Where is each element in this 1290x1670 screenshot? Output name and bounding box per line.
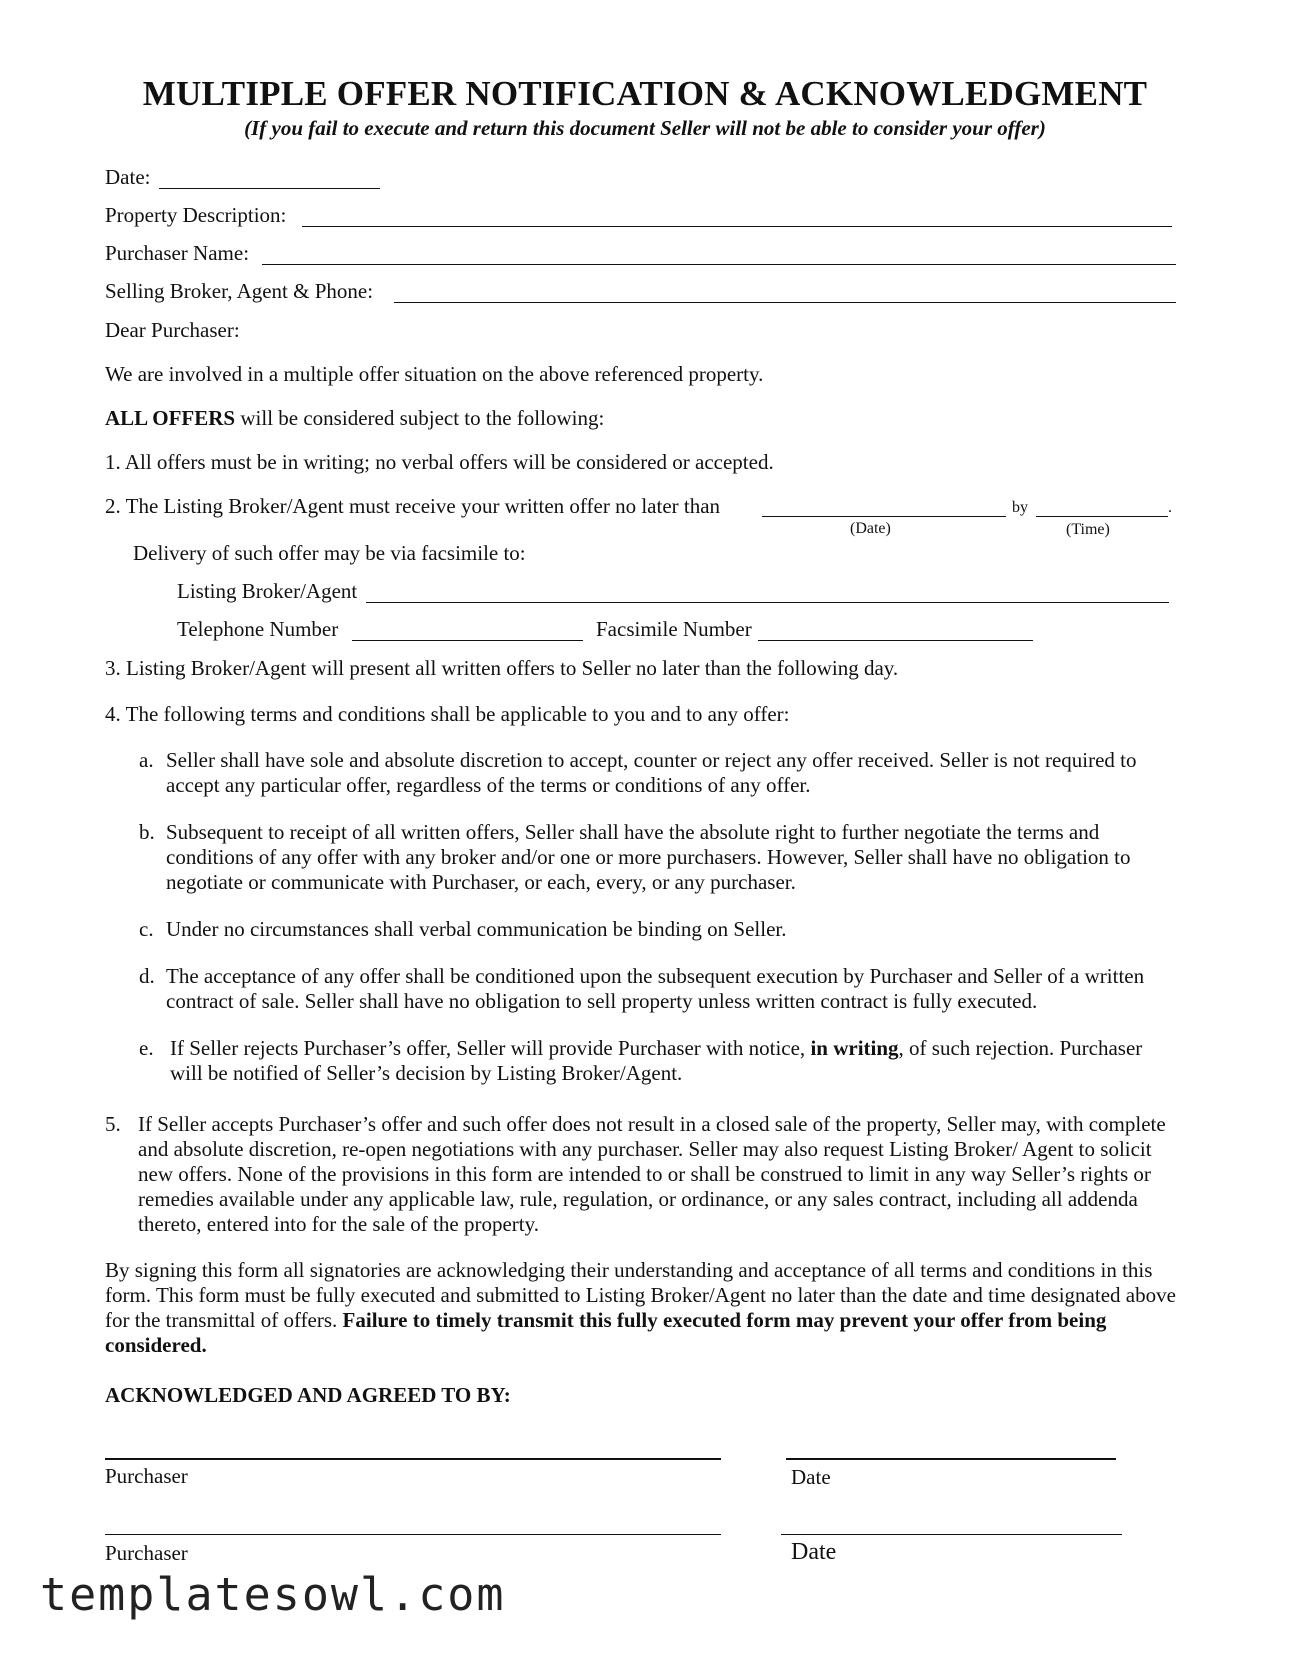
date-caption: (Date) <box>850 520 891 537</box>
listing-broker-field-line[interactable] <box>366 602 1169 603</box>
item-5-label: 5. <box>105 1112 121 1136</box>
acknowledged-heading: ACKNOWLEDGED AND AGREED TO BY: <box>105 1383 511 1407</box>
document-subtitle: (If you fail to execute and return this document Seller will not be able to consider your offer) <box>244 116 1046 140</box>
all-offers-rest: will be considered subject to the following: <box>235 406 605 430</box>
date-field-line[interactable] <box>159 188 380 189</box>
date-2-signature-line[interactable] <box>781 1534 1122 1535</box>
item-4e-label: e. <box>139 1036 154 1060</box>
watermark-text: templatesowl.com <box>40 1568 506 1621</box>
period-mark: . <box>1168 499 1172 516</box>
facsimile-field-line[interactable] <box>758 640 1033 641</box>
selling-broker-label: Selling Broker, Agent & Phone: <box>105 279 374 303</box>
item-4c-text: Under no circumstances shall verbal communication be binding on Seller. <box>166 917 787 941</box>
item-4e-text <box>170 1036 1170 1086</box>
item-4d-label: d. <box>139 964 155 988</box>
telephone-label: Telephone Number <box>177 617 339 641</box>
salutation: Dear Purchaser: <box>105 318 240 342</box>
item-4e-bold: in writing <box>810 1036 899 1060</box>
item-4c-label: c. <box>139 917 154 941</box>
date-2-label: Date <box>791 1539 837 1565</box>
purchaser-1-label: Purchaser <box>105 1464 188 1488</box>
item-1-text: 1. All offers must be in writing; no verbal offers will be considered or accepted. <box>105 450 774 474</box>
date-1-signature-line[interactable] <box>786 1458 1116 1460</box>
item-4d-text: The acceptance of any offer shall be conditioned upon the subsequent execution by Purchaser and Seller of a written contract of sale. Seller shall have no obligation to sell property unless written contract is fully executed. <box>166 964 1145 1013</box>
item-4e-text-2: , of such rejection. Purchaser will be notified of Seller’s decision by Listing Broker/Agent. <box>170 1036 1143 1085</box>
delivery-text: Delivery of such offer may be via facsimile to: <box>133 541 526 565</box>
offer-date-field-line[interactable] <box>762 516 1006 517</box>
item-3-text: 3. Listing Broker/Agent will present all written offers to Seller no later than the following day. <box>105 656 899 680</box>
item-4-text: 4. The following terms and conditions shall be applicable to you and to any offer: <box>105 702 790 726</box>
purchaser-2-label: Purchaser <box>105 1541 188 1565</box>
item-4b-label: b. <box>139 820 155 844</box>
purchaser-1-signature-line[interactable] <box>105 1458 721 1460</box>
property-description-field-line[interactable] <box>302 226 1172 227</box>
telephone-field-line[interactable] <box>352 640 583 641</box>
item-4b-text: Subsequent to receipt of all written offers, Seller shall have the absolute right to further negotiate the terms and conditions of any offer with any broker and/or one or more purchasers. However, Seller shall have no obligation to negotiate or communicate with Purchaser, or each, every, or any purchaser. <box>166 820 1131 894</box>
selling-broker-field-line[interactable] <box>394 302 1176 303</box>
item-4e-text-1: If Seller rejects Purchaser’s offer, Seller will provide Purchaser with notice, <box>170 1036 811 1060</box>
item-2-text: 2. The Listing Broker/Agent must receive your written offer no later than <box>105 494 721 518</box>
offer-time-field-line[interactable] <box>1036 516 1168 517</box>
facsimile-label: Facsimile Number <box>596 617 752 641</box>
all-offers-heading <box>105 406 604 431</box>
item-5-text: If Seller accepts Purchaser’s offer and such offer does not result in a closed sale of the property, Seller may, with complete and absolute discretion, re-open negotiations with any purchaser. Seller may also request Listing Broker/ Agent to solicit new offers. None of the provisions in this form are intended to or shall be construed to limit in any way Seller’s rights or remedies available under any applicable law, rule, regulation, or ordinance, or any sales contract, including all addenda thereto, entered into for the sale of the property. <box>138 1112 1166 1236</box>
purchaser-name-field-line[interactable] <box>262 264 1176 265</box>
item-4a-label: a. <box>139 748 154 772</box>
item-4a-text: Seller shall have sole and absolute discretion to accept, counter or reject any offer received. Seller is not required to accept any particular offer, regardless of the terms or conditions of any offer. <box>166 748 1137 797</box>
date-1-label: Date <box>791 1465 831 1489</box>
intro-text: We are involved in a multiple offer situation on the above referenced property. <box>105 362 764 386</box>
closing-paragraph <box>105 1258 1178 1358</box>
by-label: by <box>1012 499 1028 516</box>
closing-bold: Failure to timely transmit this fully executed form may prevent your offer from being considered. <box>105 1308 1107 1357</box>
property-description-label: Property Description: <box>105 203 287 227</box>
listing-broker-label: Listing Broker/Agent <box>177 579 358 603</box>
time-caption: (Time) <box>1066 521 1110 538</box>
document-title: MULTIPLE OFFER NOTIFICATION & ACKNOWLEDGMENT <box>142 74 1148 113</box>
closing-text: By signing this form all signatories are acknowledging their understanding and acceptance of all terms and conditions in this form. This form must be fully executed and submitted to Listing Broker/Agent no later than the date and time designated above for the transmittal of offers. <box>105 1258 1176 1332</box>
date-label: Date: <box>105 165 151 189</box>
purchaser-2-signature-line[interactable] <box>105 1534 721 1535</box>
all-offers-bold: ALL OFFERS <box>105 406 236 430</box>
purchaser-name-label: Purchaser Name: <box>105 241 250 265</box>
